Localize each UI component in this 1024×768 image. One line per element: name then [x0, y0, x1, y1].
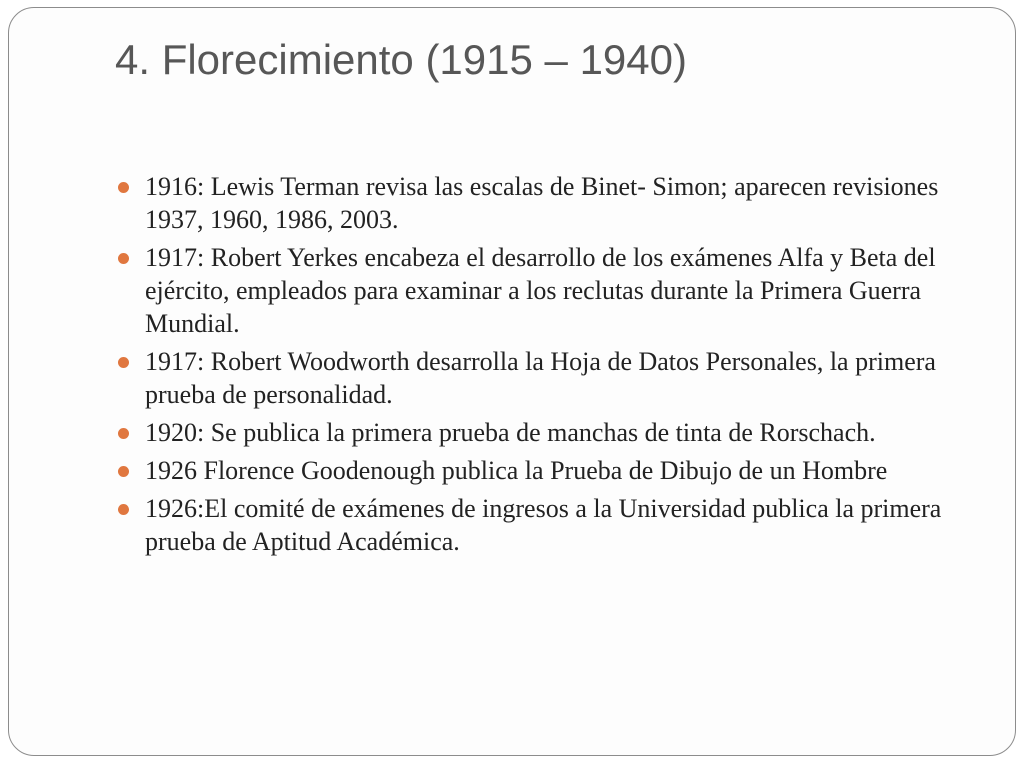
bullet-item-1926-aptitud	[115, 492, 965, 558]
bullet-dot-icon	[118, 428, 129, 439]
bullet-item-1916-terman	[115, 170, 965, 236]
bullet-dot-icon	[118, 357, 129, 368]
slide-frame	[8, 7, 1016, 756]
bullet-list	[115, 170, 965, 563]
bullet-dot-icon	[118, 466, 129, 477]
bullet-item-1917-woodworth	[115, 345, 965, 411]
bullet-text: 1920: Se publica la primera prueba de manchas de tinta de Rorschach.	[145, 418, 876, 447]
bullet-text: 1916: Lewis Terman revisa las escalas de Binet- Simon; aparecen revisiones 1937, 1960, 1986, 2003.	[145, 172, 939, 234]
bullet-dot-icon	[118, 253, 129, 264]
bullet-dot-icon	[118, 182, 129, 193]
bullet-dot-icon	[118, 504, 129, 515]
slide-title: 4. Florecimiento (1915 – 1940)	[115, 36, 687, 83]
bullet-text: 1917: Robert Woodworth desarrolla la Hoja de Datos Personales, la primera prueba de personalidad.	[145, 347, 936, 409]
bullet-text: 1926:El comité de exámenes de ingresos a la Universidad publica la primera prueba de Aptitud Académica.	[145, 494, 942, 556]
bullet-item-1926-goodenough	[115, 454, 965, 487]
bullet-text: 1926 Florence Goodenough publica la Prueba de Dibujo de un Hombre	[145, 456, 888, 485]
bullet-item-1917-yerkes	[115, 241, 965, 340]
bullet-text: 1917: Robert Yerkes encabeza el desarrollo de los exámenes Alfa y Beta del ejército, empleados para examinar a los reclutas durante la Primera Guerra Mundial.	[145, 243, 936, 338]
bullet-item-1920-rorschach	[115, 416, 965, 449]
